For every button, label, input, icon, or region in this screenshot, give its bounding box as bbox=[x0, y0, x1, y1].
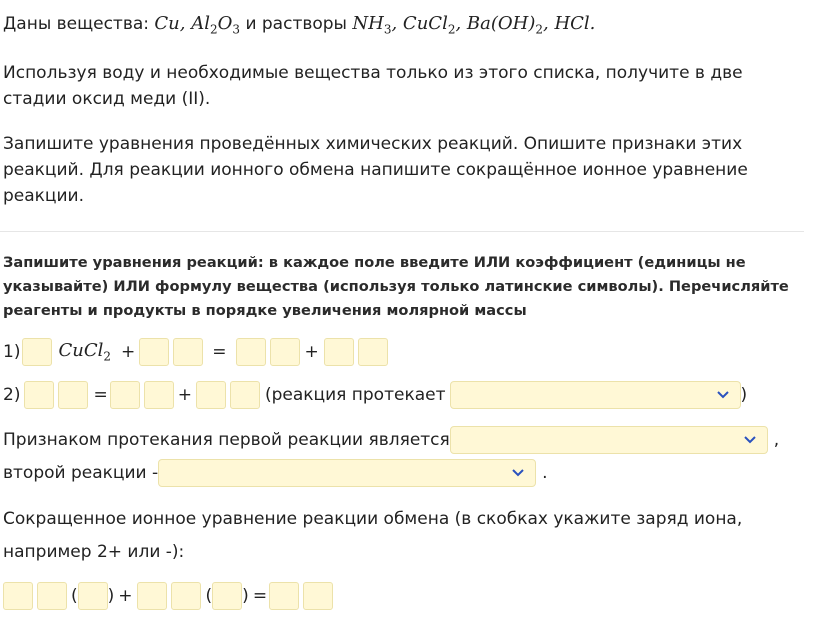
eq2-formula-product2[interactable] bbox=[230, 381, 260, 409]
eq1-formula-product2[interactable] bbox=[358, 338, 388, 366]
sign-first-reaction bbox=[3, 424, 779, 456]
eq1-coef-reagent2[interactable] bbox=[139, 338, 169, 366]
equation-1-label: 1) bbox=[3, 342, 21, 362]
eq2-coef-product1[interactable] bbox=[110, 381, 140, 409]
ionic-equation bbox=[3, 580, 333, 612]
ionic-ion-2[interactable] bbox=[171, 582, 201, 610]
comma: , bbox=[773, 430, 780, 450]
eq2-formula-reagent1[interactable] bbox=[58, 381, 88, 409]
ionic-product[interactable] bbox=[303, 582, 333, 610]
reaction-condition-select[interactable] bbox=[450, 381, 741, 409]
task-substances bbox=[3, 11, 595, 43]
ionic-charge-2[interactable] bbox=[212, 582, 242, 610]
eq2-coef-reagent1[interactable] bbox=[24, 381, 54, 409]
eq1-coef-product2[interactable] bbox=[324, 338, 354, 366]
plus-sign: + bbox=[118, 586, 133, 606]
eq2-formula-product1[interactable] bbox=[144, 381, 174, 409]
ionic-coef-2[interactable] bbox=[137, 582, 167, 610]
eq1-formula-reagent2[interactable] bbox=[173, 338, 203, 366]
sign-first-label: Признаком протекания первой реакции является bbox=[3, 430, 450, 450]
equals-sign: = bbox=[212, 342, 227, 362]
equals-sign: = bbox=[252, 586, 268, 606]
formula-cu-al2o3: Cu, $Al_2O_3$ bbox=[154, 13, 241, 37]
divider bbox=[0, 231, 804, 232]
ionic-product-coef[interactable] bbox=[269, 582, 299, 610]
formula-solutions: $NH_3$, CuCl$_2$, $Ba(OH)_2$, HCl. bbox=[352, 13, 596, 37]
sign-second-reaction bbox=[3, 457, 548, 489]
period: . bbox=[542, 463, 548, 483]
equation-2-label: 2) bbox=[3, 385, 21, 405]
substances-prefix: Даны вещества: bbox=[3, 14, 155, 34]
equals-sign: = bbox=[93, 385, 108, 405]
close-paren: ) bbox=[242, 586, 249, 606]
ionic-charge-1[interactable] bbox=[78, 582, 108, 610]
equation-1 bbox=[3, 336, 388, 368]
plus-sign: + bbox=[177, 385, 192, 405]
open-paren: ( bbox=[71, 586, 78, 606]
chevron-down-icon bbox=[511, 467, 525, 479]
open-paren: ( bbox=[205, 586, 213, 606]
eq1-coef-cucl2[interactable] bbox=[22, 338, 52, 366]
eq1-formula-product1[interactable] bbox=[270, 338, 300, 366]
ionic-ion-1[interactable] bbox=[37, 582, 67, 610]
plus-sign: + bbox=[121, 342, 136, 362]
eq2-coef-product2[interactable] bbox=[196, 381, 226, 409]
ionic-instruction-2: например 2+ или -): bbox=[3, 542, 185, 562]
instructions-text: Запишите уравнения реакций: в каждое поле введите ИЛИ коэффициент (единицы не указывайте) ИЛИ формулу вещества (используя только латинские символы). Перечисляйте реагенты и продукты в порядке увеличения молярной массы bbox=[3, 254, 789, 319]
sign-first-select[interactable] bbox=[450, 426, 768, 454]
chevron-down-icon bbox=[716, 389, 730, 401]
sign-second-select[interactable] bbox=[158, 459, 536, 487]
plus-sign: + bbox=[304, 342, 319, 362]
close-paren: ) bbox=[107, 586, 115, 606]
ionic-coef-1[interactable] bbox=[3, 582, 33, 610]
equation-2 bbox=[3, 379, 747, 411]
eq1-coef-product1[interactable] bbox=[236, 338, 266, 366]
chevron-down-icon bbox=[743, 434, 757, 446]
solutions-text: и растворы bbox=[245, 14, 353, 34]
sign-second-label: второй реакции - bbox=[3, 463, 159, 483]
task-goal: Используя воду и необходимые вещества только из этого списка, получите в две стадии оксид меди (II). bbox=[3, 63, 743, 109]
ionic-instruction-1: Сокращенное ионное уравнение реакции обмена (в скобках укажите заряд иона, bbox=[3, 509, 743, 529]
reaction-condition-label: (реакция протекает bbox=[264, 385, 446, 405]
formula-cucl2: CuCl$_2$ bbox=[58, 340, 111, 364]
close-paren: ) bbox=[740, 385, 748, 405]
task-requirements: Запишите уравнения проведённых химических реакций. Опишите признаки этих реакций. Для реакции ионного обмена напишите сокращённое ионное уравнение реакции. bbox=[3, 134, 748, 206]
